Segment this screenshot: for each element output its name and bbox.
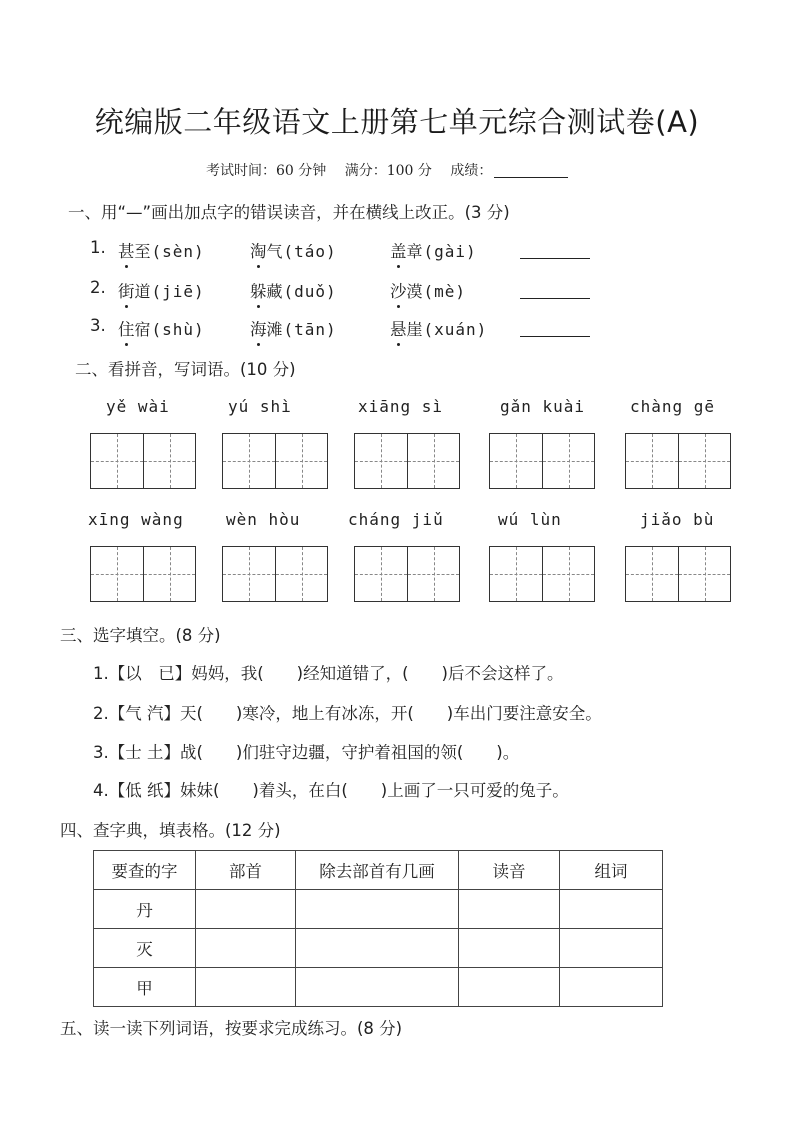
row-number: 1. [90,238,106,257]
answer-cell[interactable] [459,890,560,929]
pinyin-1: yě wài [106,397,170,416]
s1-row [90,238,600,266]
answer-cell[interactable] [296,968,459,1007]
col-header: 要查的字 [94,851,196,890]
full-score: 满分：100 分 [344,163,432,179]
col-header: 读音 [459,851,560,890]
section-2-heading: 二、看拼音，写词语。(10 分) [75,360,296,379]
word-reading: 章(gài) [406,242,477,261]
fill-item-2: 2.【气 汽】天( )寒冷，地上有冰冻，开( )车出门要注意安全。 [93,704,602,723]
answer-line[interactable] [520,336,590,337]
answer-cell[interactable] [459,968,560,1007]
answer-cell[interactable] [196,890,296,929]
pinyin-3: xiāng sì [358,397,444,416]
writing-grid[interactable] [354,546,460,602]
section-1-heading: 一、用“—”画出加点字的错误读音，并在横线上改正。(3 分) [68,203,510,222]
dotted-char: 海 [250,316,267,340]
pinyin-7: wèn hòu [226,510,301,529]
pinyin-4: gǎn kuài [500,397,586,416]
lookup-char: 丹 [94,890,196,929]
row-number: 3. [90,316,106,335]
writing-grid[interactable] [625,433,731,489]
pinyin-6: xīng wàng [88,510,184,529]
dotted-char: 悬 [390,316,407,340]
pinyin-5: chàng gē [630,397,716,416]
pinyin-10: jiǎo bù [640,510,715,529]
word-reading: 藏(duǒ) [266,282,337,301]
score-label: 成绩： [450,163,493,179]
pinyin-9: wú lùn [498,510,562,529]
answer-cell[interactable] [196,929,296,968]
writing-grid[interactable] [90,546,196,602]
col-header: 组词 [560,851,663,890]
writing-grid[interactable] [489,433,595,489]
score-blank [494,163,568,178]
dotted-char: 躲 [250,278,267,302]
table-header-row [94,851,663,890]
writing-grid[interactable] [489,546,595,602]
word-reading: 道(jiē) [134,282,205,301]
exam-time: 考试时间：60 分钟 [206,163,327,179]
table-row [94,929,663,968]
row-number: 2. [90,278,106,297]
answer-cell[interactable] [560,968,663,1007]
word-reading: 宿(shù) [134,320,205,339]
word-reading: 漠(mè) [406,282,467,301]
answer-line[interactable] [520,258,590,259]
fill-item-1: 1.【以 已】妈妈，我( )经知道错了，( )后不会这样了。 [93,664,564,683]
dotted-char: 沙 [390,278,407,302]
writing-grid[interactable] [90,433,196,489]
answer-cell[interactable] [296,929,459,968]
fill-item-4: 4.【低 纸】妹妹( )着头，在白( )上画了一只可爱的兔子。 [93,781,569,800]
page-title: 统编版二年级语文上册第七单元综合测试卷(A) [94,105,700,139]
table-row [94,968,663,1007]
pinyin-2: yú shì [228,397,292,416]
lookup-char: 甲 [94,968,196,1007]
lookup-char: 灭 [94,929,196,968]
writing-grid[interactable] [354,433,460,489]
word-reading: 滩(tān) [266,320,337,339]
table-row [94,890,663,929]
dotted-char: 淘 [250,238,267,262]
word-reading: 崖(xuán) [406,320,488,339]
dotted-char: 盖 [390,238,407,262]
s1-row [90,278,600,306]
writing-grid[interactable] [625,546,731,602]
section-3-heading: 三、选字填空。(8 分) [60,626,221,645]
word-reading: 至(sèn) [134,242,205,261]
answer-cell[interactable] [459,929,560,968]
answer-cell[interactable] [196,968,296,1007]
writing-grid[interactable] [222,546,328,602]
fill-item-3: 3.【士 土】战( )们驻守边疆，守护着祖国的领( )。 [93,743,520,762]
dotted-char: 街 [118,278,135,302]
section-5-heading: 五、读一读下列词语，按要求完成练习。(8 分) [60,1019,403,1038]
dotted-char: 甚 [118,238,135,262]
dotted-char: 住 [118,316,135,340]
col-header: 除去部首有几画 [296,851,459,890]
answer-line[interactable] [520,298,590,299]
section-4-heading: 四、查字典，填表格。(12 分) [60,821,281,840]
answer-cell[interactable] [560,929,663,968]
word-reading: 气(táo) [266,242,337,261]
s1-row [90,316,600,344]
col-header: 部首 [196,851,296,890]
pinyin-8: cháng jiǔ [348,510,444,529]
exam-meta [206,160,582,180]
dictionary-table [93,850,663,1007]
answer-cell[interactable] [560,890,663,929]
writing-grid[interactable] [222,433,328,489]
answer-cell[interactable] [296,890,459,929]
